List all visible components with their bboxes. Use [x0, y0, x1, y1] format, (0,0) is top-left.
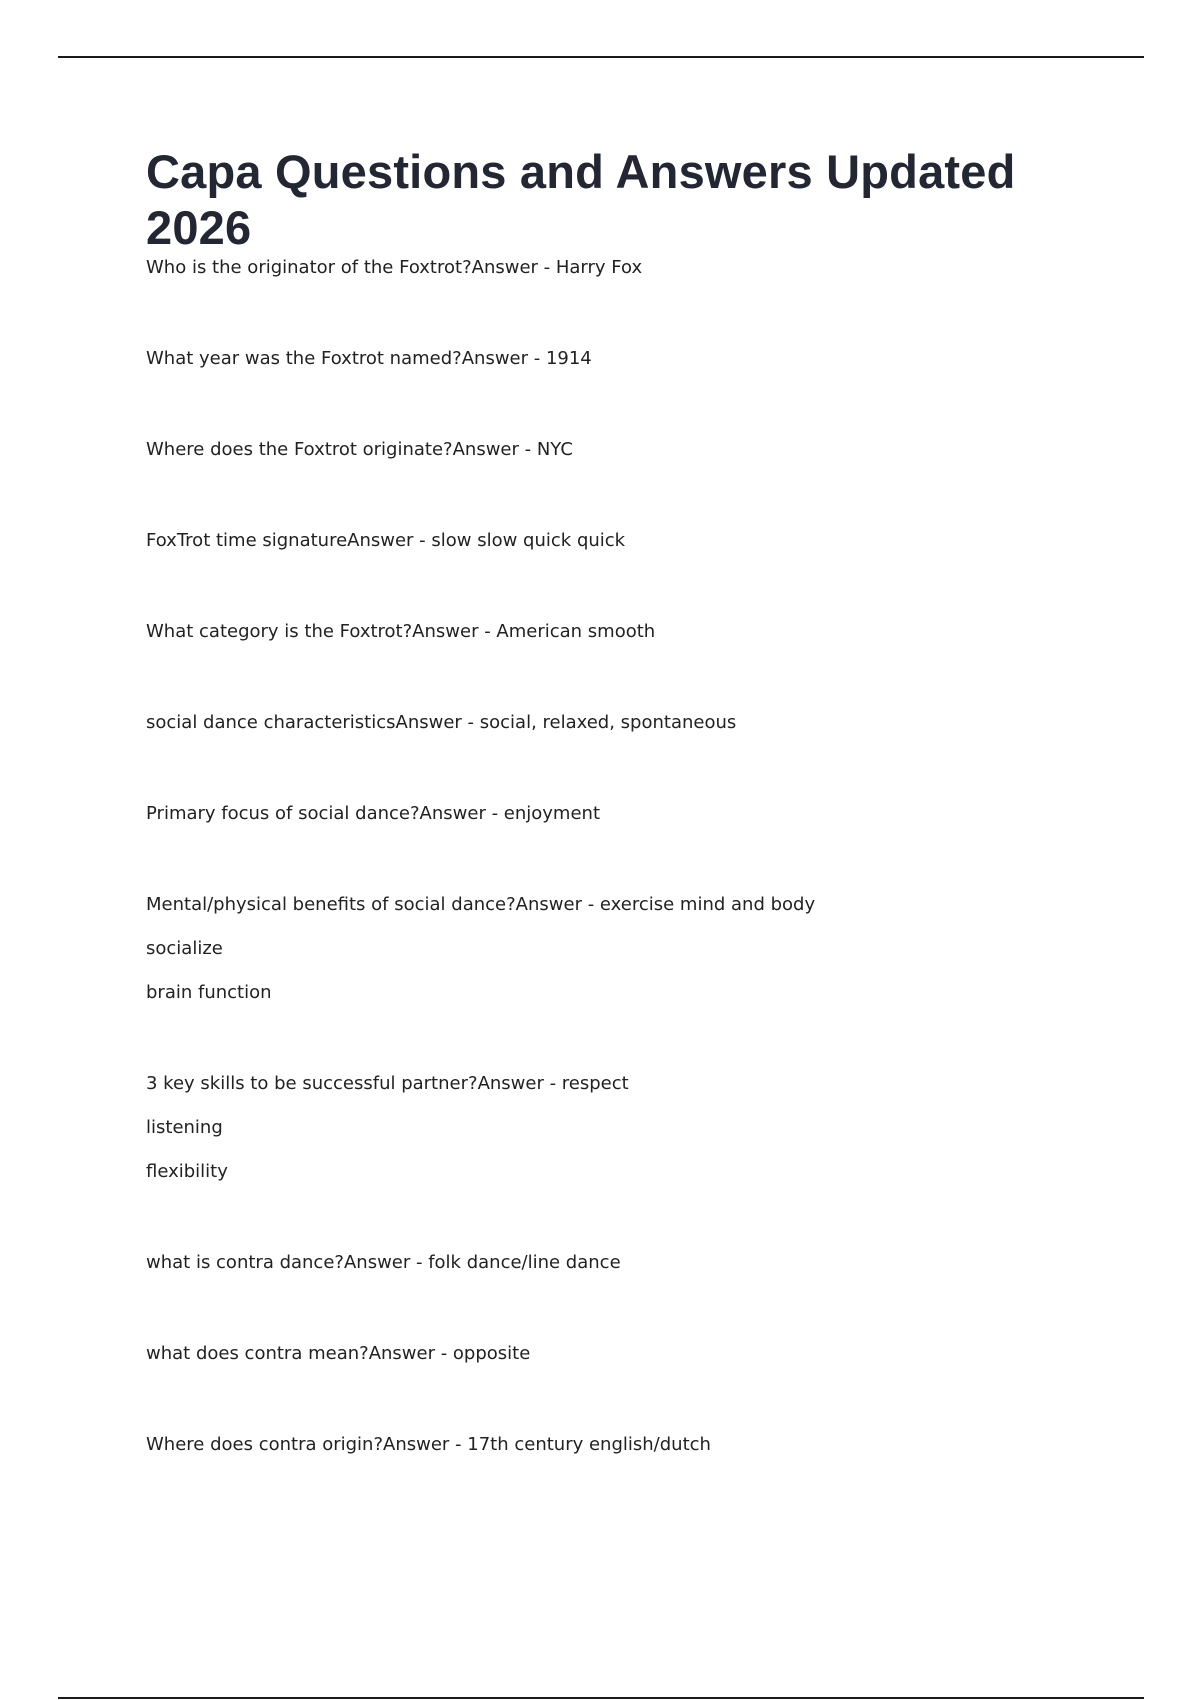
answer-prefix: Answer - — [477, 1073, 562, 1094]
qa-line — [146, 1433, 1106, 1457]
qa-item — [146, 1433, 1106, 1457]
qa-line — [146, 1342, 1106, 1366]
question-text: Where does contra origin? — [146, 1434, 384, 1455]
answer-continuation: listening — [146, 1117, 223, 1138]
qa-line — [146, 893, 1106, 917]
answer-continuation: flexibility — [146, 1161, 228, 1182]
answer-prefix: Answer - — [368, 1343, 453, 1364]
top-divider — [58, 56, 1144, 58]
item-spacer — [146, 1275, 1106, 1342]
item-spacer — [146, 462, 1106, 529]
question-text: what is contra dance? — [146, 1252, 344, 1273]
question-text: social dance characteristics — [146, 712, 396, 733]
qa-item — [146, 438, 1106, 462]
question-text: FoxTrot time signature — [146, 530, 348, 551]
answer-text: exercise mind and body — [599, 894, 816, 915]
answer-prefix: Answer - — [461, 348, 546, 369]
answer-text: NYC — [536, 439, 573, 460]
qa-line — [146, 438, 1106, 462]
qa-line — [146, 1251, 1106, 1275]
answer-text: respect — [561, 1073, 629, 1094]
qa-item — [146, 620, 1106, 644]
question-text: What year was the Foxtrot named? — [146, 348, 462, 369]
answer-prefix: Answer - — [471, 257, 556, 278]
item-spacer — [146, 644, 1106, 711]
answer-text: slow slow quick quick — [431, 530, 626, 551]
qa-line — [146, 529, 1106, 553]
answer-text: enjoyment — [503, 803, 601, 824]
qa-list — [146, 256, 1106, 1457]
qa-item — [146, 1072, 1106, 1184]
qa-item — [146, 893, 1106, 1005]
answer-continuation: brain function — [146, 982, 272, 1003]
answer-text: 17th century english/dutch — [467, 1434, 711, 1455]
qa-line — [146, 711, 1106, 735]
qa-item — [146, 256, 1106, 280]
document-body — [146, 144, 1106, 1457]
answer-text: social, relaxed, spontaneous — [479, 712, 737, 733]
answer-prefix: Answer - — [347, 530, 432, 551]
item-spacer — [146, 553, 1106, 620]
answer-text: American smooth — [496, 621, 656, 642]
qa-line — [146, 1072, 1106, 1096]
answer-prefix: Answer - — [515, 894, 600, 915]
answer-prefix: Answer - — [343, 1252, 429, 1273]
item-spacer — [146, 280, 1106, 347]
question-text: 3 key skills to be successful partner? — [146, 1073, 478, 1094]
answer-prefix: Answer - — [419, 803, 504, 824]
item-spacer — [146, 735, 1106, 802]
item-spacer — [146, 1005, 1106, 1072]
qa-line — [146, 620, 1106, 644]
item-spacer — [146, 826, 1106, 893]
qa-item — [146, 802, 1106, 826]
item-spacer — [146, 1184, 1106, 1251]
qa-item — [146, 711, 1106, 735]
answer-text: opposite — [452, 1343, 531, 1364]
qa-line — [146, 256, 1106, 280]
question-text: Who is the originator of the Foxtrot? — [146, 257, 472, 278]
qa-item — [146, 347, 1106, 371]
question-text: Where does the Foxtrot originate? — [146, 439, 453, 460]
qa-line — [146, 347, 1106, 371]
answer-prefix: Answer - — [395, 712, 480, 733]
answer-prefix: Answer - — [412, 621, 497, 642]
item-spacer — [146, 371, 1106, 438]
page-title: Capa Questions and Answers Updated 2026 — [146, 145, 1016, 254]
answer-continuation: socialize — [146, 938, 223, 959]
question-text: what does contra mean? — [146, 1343, 369, 1364]
answer-prefix: Answer - — [452, 439, 537, 460]
question-text: What category is the Foxtrot? — [146, 621, 413, 642]
answer-text: 1914 — [545, 348, 592, 369]
qa-item — [146, 1342, 1106, 1366]
qa-item — [146, 1251, 1106, 1275]
item-spacer — [146, 1366, 1106, 1433]
question-text: Primary focus of social dance? — [146, 803, 420, 824]
bottom-divider — [58, 1697, 1144, 1699]
qa-line — [146, 802, 1106, 826]
qa-item — [146, 529, 1106, 553]
answer-prefix: Answer - — [383, 1434, 468, 1455]
answer-text: Harry Fox — [555, 257, 643, 278]
question-text: Mental/physical benefits of social dance? — [146, 894, 516, 915]
answer-text: folk dance/line dance — [428, 1252, 621, 1273]
